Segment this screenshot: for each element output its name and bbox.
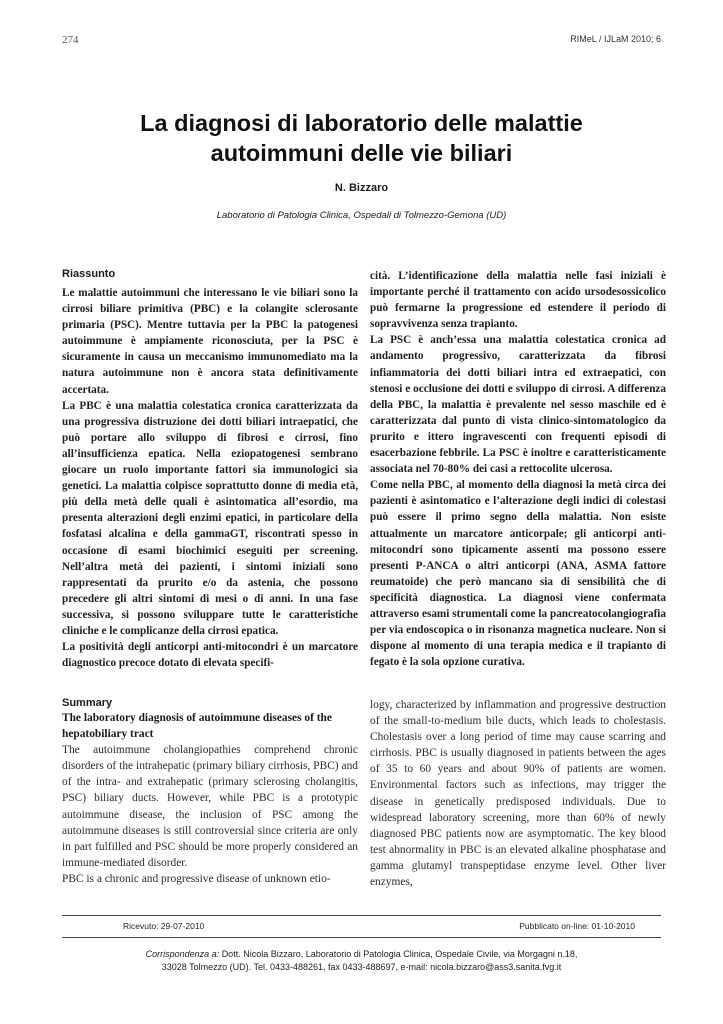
- correspondence-line-1: [62, 948, 661, 961]
- summary-subtitle: The laboratory diagnosis of autoimmune diseases of the hepatobiliary tract: [62, 712, 332, 741]
- riassunto-right-column: [370, 268, 666, 670]
- riassunto-right-body: [370, 268, 666, 670]
- paragraph: cità. L’identificazione della malattia nelle fasi iniziali è importante perché il trattamento con acido ursodesossicolico può fermarne la progressione ed estendere il periodo di sopravvivenza senza trapianto.: [370, 270, 666, 331]
- paragraph: The autoimmune cholangiopathies comprehend chronic disorders of the intrahepatic (primary biliary cirrhosis, PBC) and of the intra- and extrahepatic (primary sclerosing cholangitis, PSC) biliary ducts. However, while PBC is a prototypic autoimmune disease, the inclusion of PSC among the autoimmune diseases is still controversial since criteria are only in part fulfilled and PSC should be more properly considered an immune-mediated disorder.: [62, 744, 358, 869]
- journal-reference: RIMeL / IJLaM 2010; 6: [570, 34, 661, 44]
- correspondence-address: Dott. Nicola Bizzaro, Laboratorio di Patologia Clinica, Ospedale Civile, via Morgagni n.18,: [221, 949, 578, 959]
- footer-divider: [62, 915, 661, 916]
- summary-left-body: [62, 742, 358, 887]
- title-line-1: La diagnosi di laboratorio delle malattie: [140, 110, 583, 136]
- paragraph: La positività degli anticorpi anti-mitocondri è un marcatore diagnostico precoce dotato di elevata specifi-: [62, 641, 358, 670]
- summary-right-body: [370, 697, 666, 890]
- title-line-2: autoimmuni delle vie biliari: [210, 140, 513, 166]
- paragraph: PBC is a chronic and progressive disease of unknown etio-: [62, 872, 331, 885]
- article-title: [62, 108, 661, 168]
- paragraph: Le malattie autoimmuni che interessano le vie biliari sono la cirrosi biliare primitiva (PBC) e la colangite sclerosante primaria (PSC). Mentre tuttavia per la PBC la patogenesi autoimmune è ampiamente riconosciuta, per la PSC è sicuramente in causa un meccanismo immunomediato ma la natura autoimmune non è ancora stata definitivamente accertata.: [62, 287, 358, 396]
- summary-heading: Summary: [62, 697, 113, 709]
- author: N. Bizzaro: [334, 182, 389, 194]
- paragraph: La PSC è anch’essa una malattia colestatica cronica ad andamento progressivo, caratterizzata da fibrosi infiammatoria dei dotti biliari intra ed extraepatici, con stenosi e occlusione dei dotti e sviluppo di cirrosi. A differenza della PBC, la malattia è prevalente nel sesso maschile ed è caratterizzata dal punto di vista clinico-sintomatologico da prurito e ittero ingravescenti con frequenti episodi di esacerbazione febbrile. La PSC è inoltre e caratteristicamente associata nel 70-80% dei casi a rettocolite ulcerosa.: [370, 334, 666, 476]
- riassunto-heading: Riassunto: [62, 268, 116, 280]
- summary-right-column: [370, 697, 666, 890]
- paragraph: Come nella PBC, al momento della diagnosi la metà circa dei pazienti è asintomatico e l’alterazione degli indici di colestasi può essere il primo segno della malattia. Non esiste attualmente un marcatore anticorpale; gli anticorpi anti-mitocondri sono tipicamente assenti ma possono essere presenti P-ANCA o altri anticorpi (ANA, ASMA fattore reumatoide) che però mancano sia di sensibilità che di specificità diagnostica. La diagnosi viene confermata attraverso esami strumentali come la pancreatocolangiografia per via endoscopica o in risonanza magnetica nucleare. Non si dispone al momento di una terapia medica e il trapianto di fegato è la sola opzione curativa.: [370, 479, 666, 669]
- summary-left-column: [62, 697, 358, 887]
- correspondence-line-2: 33028 Tolmezzo (UD). Tel. 0433-488261, fax 0433-488697, e-mail: nicola.bizzaro@ass3.sanita.fvg.it: [161, 962, 562, 972]
- correspondence-label: Corrispondenza a:: [145, 949, 220, 959]
- affiliation: Laboratorio di Patologia Clinica, Ospedali di Tolmezzo-Gemona (UD): [216, 210, 507, 221]
- correspondence: [62, 948, 661, 974]
- page-number: 274: [62, 34, 79, 46]
- received-date: Ricevuto: 29-07-2010: [123, 921, 205, 931]
- footer-divider: [62, 937, 661, 938]
- riassunto-left-column: [62, 268, 358, 671]
- paragraph: La PBC è una malattia colestatica cronica caratterizzata da una progressiva distruzione dei dotti biliari intraepatici, che può portare allo sviluppo di fibrosi e cirrosi, fino all’insufficienza epatica. Nella eziopatogenesi sembrano giocare un ruolo importante fattori sia immunologici sia genetici. La malattia colpisce soprattutto donne di media età, più della metà delle quali è asintomatica all’esordio, ma presenta alterazioni degli enzimi epatici, in particolare della fosfatasi alcalina e della gammaGT, riscontrati spesso in occasione di esami biochimici eseguiti per screening. Nell’altra metà dei pazienti, i sintomi iniziali sono rappresentati da prurito e/o da astenia, che possono precedere gli altri sintomi di mesi o di anni. In una fase successiva, si possono sviluppare tutte le caratteristiche cliniche e le complicanze della cirrosi epatica.: [62, 399, 358, 637]
- riassunto-left-body: [62, 285, 358, 671]
- published-date: Pubblicato on-line: 01-10-2010: [519, 921, 635, 931]
- paragraph: logy, characterized by inflammation and progressive destruction of the small-to-medium bile ducts, which leads to cholestasis. Cholestasis over a long period of time may cause scarring and cirrhosis. PBC is usually diagnosed in patients between the ages of 35 to 60 years and about 90% of patients are women. Environmental factors such as infections, may trigger the disease in genetically predisposed individuals. Due to widespread laboratory screening, more than 60% of newly diagnosed PBC patients now are asymptomatic. The key blood test abnormality in PBC is an elevated alkaline phosphatase and gamma glutamyl transpeptidase enzyme level. Other liver enzymes,: [370, 699, 666, 889]
